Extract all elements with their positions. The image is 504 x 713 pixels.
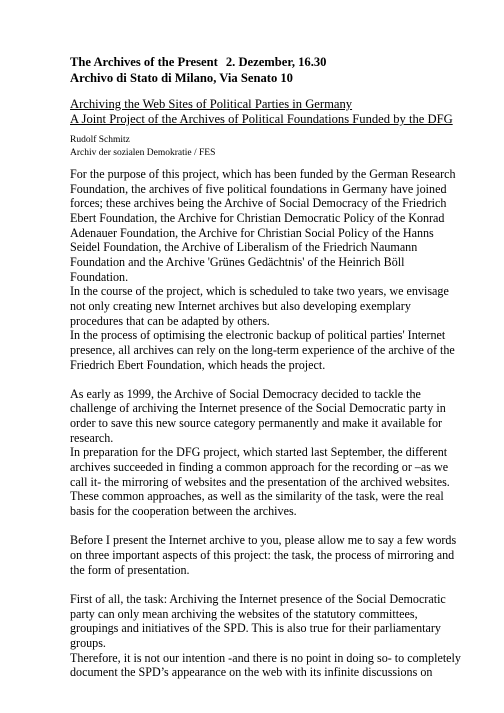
event-venue: Archivo di Stato di Milano, Via Senato 10 [70, 70, 293, 85]
event-title-line [70, 55, 450, 71]
paragraph [70, 445, 450, 519]
text-line: Therefore, it is not our intention -and there is no point in doing so- to completely [70, 650, 461, 665]
paragraph [70, 284, 449, 328]
text-line: Friedrich Ebert Foundation, which heads the project. [70, 357, 326, 372]
event-header [70, 55, 450, 86]
text-line: As early as 1999, the Archive of Social Democracy decided to tackle the [70, 386, 421, 401]
text-line: Adenauer Foundation, the Archive for Christian Social Policy of the Hanns [70, 225, 434, 240]
paragraph [70, 386, 446, 446]
event-date: 2. Dezember, 16.30 [225, 55, 327, 69]
text-line: challenge of archiving the Internet presence of the Social Democratic party in [70, 401, 446, 416]
text-line: First of all, the task: Archiving the Internet presence of the Social Democratic [70, 591, 446, 606]
text-line: forces; these archives being the Archive of Social Democracy of the Friedrich [70, 196, 447, 211]
text-line: party can only mean archiving the websites of the statutory committees, [70, 606, 418, 621]
text-line: groups. [70, 635, 106, 650]
paragraph-gap [70, 372, 437, 387]
text-line: Foundation. [70, 269, 129, 284]
text-line: call it- the mirroring of websites and the presentation of the archived websites. [70, 474, 450, 489]
text-line: Seidel Foundation, the Archive of Liberalism of the Friedrich Naumann [70, 240, 418, 255]
author-info [70, 134, 450, 159]
paragraph-gap [70, 519, 437, 534]
author-name: Rudolf Schmitz [70, 135, 130, 145]
text-line: groupings and initiatives of the SPD. This is also true for their parliamentary [70, 621, 441, 636]
event-title: The Archives of the Present [70, 55, 218, 69]
text-line: Before I present the Internet archive to you, please allow me to say a few words [70, 533, 457, 548]
text-line: In preparation for the DFG project, which started last September, the different [70, 445, 448, 460]
author-affiliation: Archiv der sozialen Demokratie / FES [70, 147, 216, 158]
text-line: presence, all archives can rely on the long-term experience of the archive of the [70, 342, 455, 357]
text-line: procedures that can be adapted by others. [70, 313, 270, 328]
text-line: the form of presentation. [70, 562, 190, 577]
text-line: research. [70, 430, 114, 445]
text-line: In the course of the project, which is scheduled to take two years, we envisage [70, 284, 449, 299]
paragraph-gap [70, 577, 437, 592]
paper-title-line-2: A Joint Project of the Archives of Political Foundations Funded by the DFG [70, 112, 453, 126]
paragraph [70, 167, 456, 284]
text-line: Ebert Foundation, the Archive for Christian Democratic Policy of the Konrad [70, 210, 445, 225]
text-line: Foundation, the archives of five political foundations in Germany have joined [70, 181, 447, 196]
text-line: For the purpose of this project, which has been funded by the German Research [70, 167, 456, 181]
paragraph [70, 328, 455, 372]
paragraph [70, 650, 461, 680]
text-line: order to save this new source category permanently and make it available for [70, 416, 443, 431]
text-line: document the SPD’s appearance on the web with its infinite discussions on [70, 665, 433, 680]
text-line: Foundation and the Archive 'Grünes Gedächtnis' of the Heinrich Böll [70, 254, 405, 269]
text-line: on three important aspects of this project: the task, the process of mirroring and [70, 548, 455, 563]
paragraph [70, 533, 457, 577]
paper-title [70, 97, 453, 127]
text-line: basis for the cooperation between the archives. [70, 504, 297, 519]
paragraph [70, 591, 446, 651]
text-line: archives succeeded in finding a common approach for the recording or –as we [70, 460, 449, 475]
body-text [70, 167, 461, 680]
paper-title-line-1: Archiving the Web Sites of Political Parties in Germany [70, 97, 353, 111]
text-line: These common approaches, as well as the similarity of the task, were the real [70, 489, 444, 504]
text-line: In the process of optimising the electronic backup of political parties' Internet [70, 328, 446, 343]
text-line: not only creating new Internet archives but also developing exemplary [70, 298, 411, 313]
